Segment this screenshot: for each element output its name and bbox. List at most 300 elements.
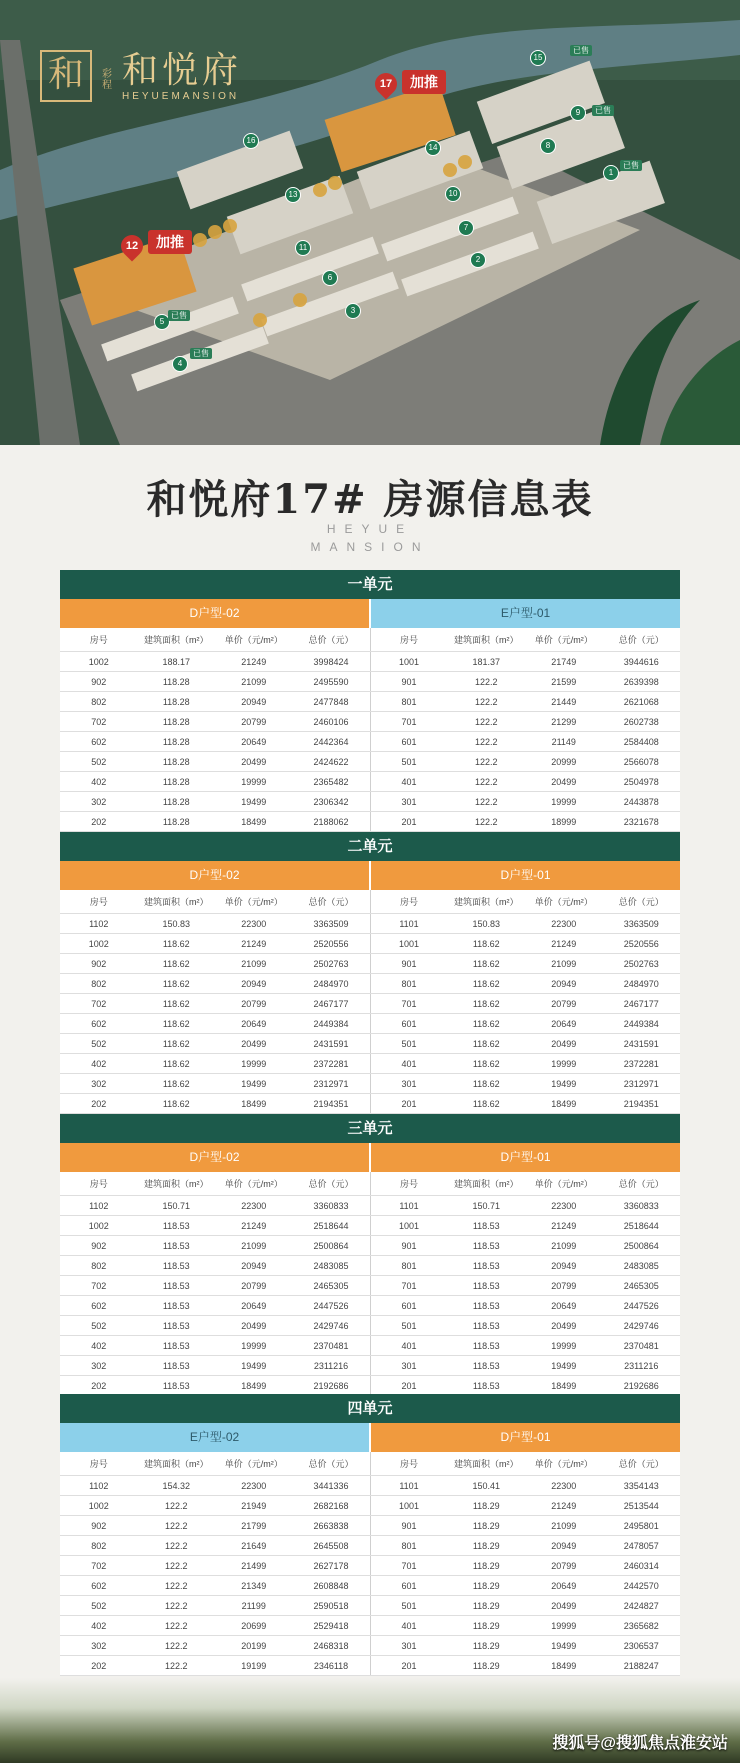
- table-cell: 19499: [215, 1356, 293, 1376]
- table-cell: 2465305: [293, 1276, 371, 1296]
- table-cell: 18499: [215, 1376, 293, 1396]
- table-cell: 602: [60, 1296, 138, 1316]
- table-row: [60, 1216, 680, 1236]
- unit-4-right-type: D户型-01: [369, 1423, 680, 1452]
- table-cell: 21099: [215, 1236, 293, 1256]
- building-pin: 2: [470, 252, 486, 268]
- logo-mark: 和: [40, 50, 92, 102]
- column-header: 建筑面积（m²）: [138, 890, 216, 914]
- column-header: 建筑面积（m²）: [138, 1172, 216, 1196]
- table-cell: 1102: [60, 914, 138, 934]
- table-cell: 21249: [525, 1496, 603, 1516]
- unit-4-types: [60, 1423, 680, 1452]
- table-cell: 20949: [215, 974, 293, 994]
- table-cell: 702: [60, 994, 138, 1014]
- column-header: 房号: [370, 1172, 448, 1196]
- table-cell: 19999: [525, 1336, 603, 1356]
- table-cell: 2431591: [603, 1034, 681, 1054]
- table-cell: 118.62: [448, 1014, 526, 1034]
- table-cell: 19999: [215, 1054, 293, 1074]
- table-cell: 20499: [525, 1316, 603, 1336]
- building-17-pin: [370, 68, 401, 99]
- column-header: 总价（元）: [293, 1452, 371, 1476]
- table-cell: 2460106: [293, 712, 371, 732]
- table-cell: 19499: [215, 1074, 293, 1094]
- table-header-row: [60, 1172, 680, 1196]
- table-cell: 122.2: [448, 672, 526, 692]
- table-cell: 2312971: [293, 1074, 371, 1094]
- table-cell: 801: [370, 1256, 448, 1276]
- table-cell: 19999: [525, 1616, 603, 1636]
- table-cell: 201: [370, 1094, 448, 1114]
- table-cell: 2518644: [603, 1216, 681, 1236]
- table-row: [60, 1074, 680, 1094]
- table-cell: 122.2: [448, 772, 526, 792]
- table-cell: 21249: [525, 1216, 603, 1236]
- table-cell: 118.62: [448, 974, 526, 994]
- table-cell: 20199: [215, 1636, 293, 1656]
- table-cell: 601: [370, 732, 448, 752]
- table-cell: 502: [60, 752, 138, 772]
- unit-2-title: 二单元: [60, 832, 680, 861]
- table-cell: 19499: [525, 1356, 603, 1376]
- table-cell: 201: [370, 1656, 448, 1676]
- table-row: [60, 1316, 680, 1336]
- table-cell: 501: [370, 752, 448, 772]
- table-cell: 202: [60, 812, 138, 832]
- table-cell: 2495801: [603, 1516, 681, 1536]
- table-cell: 21099: [215, 672, 293, 692]
- table-cell: 20949: [525, 974, 603, 994]
- table-cell: 21099: [525, 954, 603, 974]
- table-cell: 701: [370, 712, 448, 732]
- building-pin: 4: [172, 356, 188, 372]
- table-cell: 122.2: [448, 812, 526, 832]
- table-row: [60, 1556, 680, 1576]
- sold-label: 已售: [592, 105, 614, 116]
- sold-label: 已售: [190, 348, 212, 359]
- aerial-view: [0, 0, 740, 445]
- logo-small-text: 彩程: [102, 68, 112, 91]
- table-cell: 118.28: [138, 792, 216, 812]
- table-cell: 21799: [215, 1516, 293, 1536]
- logo-title: 和悦府: [122, 49, 243, 91]
- table-cell: 2194351: [293, 1094, 371, 1114]
- table-cell: 2602738: [603, 712, 681, 732]
- table-cell: 2447526: [293, 1296, 371, 1316]
- table-cell: 118.62: [138, 1074, 216, 1094]
- table-cell: 301: [370, 792, 448, 812]
- table-cell: 20799: [525, 994, 603, 1014]
- table-cell: 3441336: [293, 1476, 371, 1496]
- table-row: [60, 1496, 680, 1516]
- table-cell: 2645508: [293, 1536, 371, 1556]
- table-cell: 21349: [215, 1576, 293, 1596]
- table-cell: 802: [60, 974, 138, 994]
- unit-1-title: 一单元: [60, 570, 680, 599]
- table-cell: 2566078: [603, 752, 681, 772]
- table-cell: 118.29: [448, 1516, 526, 1536]
- building-pin: 16: [243, 133, 259, 149]
- unit-1-left-type: D户型-02: [60, 599, 369, 628]
- logo-subtitle: HEYUEMANSION: [122, 90, 240, 102]
- table-cell: 122.2: [138, 1576, 216, 1596]
- unit-2-table: [60, 832, 680, 1114]
- table-cell: 2682168: [293, 1496, 371, 1516]
- column-header: 单价（元/m²）: [525, 1452, 603, 1476]
- table-row: [60, 1256, 680, 1276]
- table-cell: 2372281: [603, 1054, 681, 1074]
- table-cell: 118.29: [448, 1496, 526, 1516]
- table-cell: 21099: [215, 954, 293, 974]
- table-cell: 602: [60, 1576, 138, 1596]
- table-row: [60, 1336, 680, 1356]
- table-cell: 3998424: [293, 652, 371, 672]
- unit-1-table: [60, 570, 680, 832]
- unit-1-right-type: E户型-01: [369, 599, 680, 628]
- table-cell: 21249: [525, 934, 603, 954]
- table-cell: 3354143: [603, 1476, 681, 1496]
- table-cell: 1002: [60, 1216, 138, 1236]
- table-cell: 1101: [370, 1476, 448, 1496]
- table-cell: 2518644: [293, 1216, 371, 1236]
- table-cell: 21599: [525, 672, 603, 692]
- table-cell: 118.53: [138, 1316, 216, 1336]
- table-cell: 3360833: [293, 1196, 371, 1216]
- table-row: [60, 994, 680, 1014]
- column-header: 房号: [60, 1172, 138, 1196]
- table-row: [60, 792, 680, 812]
- table-cell: 2639398: [603, 672, 681, 692]
- table-cell: 21099: [525, 1516, 603, 1536]
- table-cell: 902: [60, 1236, 138, 1256]
- table-row: [60, 1516, 680, 1536]
- table-cell: 2590518: [293, 1596, 371, 1616]
- table-cell: 122.2: [138, 1516, 216, 1536]
- table-cell: 118.62: [138, 1034, 216, 1054]
- table-cell: 3360833: [603, 1196, 681, 1216]
- table-row: [60, 1236, 680, 1256]
- table-cell: 118.62: [448, 1094, 526, 1114]
- table-cell: 150.83: [138, 914, 216, 934]
- table-cell: 21149: [525, 732, 603, 752]
- column-header: 建筑面积（m²）: [448, 1172, 526, 1196]
- unit-2-grid: [60, 890, 680, 1114]
- table-cell: 1001: [370, 652, 448, 672]
- table-row: [60, 934, 680, 954]
- footer-banner: [0, 1678, 740, 1763]
- table-cell: 122.2: [138, 1596, 216, 1616]
- column-header: 总价（元）: [293, 890, 371, 914]
- table-cell: 901: [370, 954, 448, 974]
- table-cell: 118.53: [138, 1336, 216, 1356]
- table-cell: 22300: [215, 1476, 293, 1496]
- table-cell: 20799: [525, 1556, 603, 1576]
- table-cell: 150.71: [448, 1196, 526, 1216]
- table-cell: 602: [60, 732, 138, 752]
- table-row: [60, 1656, 680, 1676]
- table-cell: 19199: [215, 1656, 293, 1676]
- table-cell: 20949: [525, 1256, 603, 1276]
- table-cell: 702: [60, 712, 138, 732]
- table-cell: 2372281: [293, 1054, 371, 1074]
- column-header: 房号: [370, 1452, 448, 1476]
- table-cell: 802: [60, 1256, 138, 1276]
- table-cell: 21099: [525, 1236, 603, 1256]
- table-cell: 3363509: [293, 914, 371, 934]
- table-cell: 118.29: [448, 1556, 526, 1576]
- table-row: [60, 732, 680, 752]
- table-cell: 19999: [525, 1054, 603, 1074]
- table-cell: 118.28: [138, 752, 216, 772]
- table-cell: 118.28: [138, 732, 216, 752]
- table-cell: 2468318: [293, 1636, 371, 1656]
- table-cell: 2627178: [293, 1556, 371, 1576]
- unit-3-right-type: D户型-01: [369, 1143, 680, 1172]
- project-logo: [40, 50, 242, 102]
- table-cell: 118.29: [448, 1616, 526, 1636]
- unit-3-grid: [60, 1172, 680, 1396]
- table-cell: 118.29: [448, 1596, 526, 1616]
- table-cell: 22300: [525, 914, 603, 934]
- column-header: 总价（元）: [603, 1452, 681, 1476]
- table-cell: 202: [60, 1376, 138, 1396]
- table-cell: 118.53: [138, 1376, 216, 1396]
- building-pin: 6: [322, 270, 338, 286]
- table-cell: 401: [370, 772, 448, 792]
- table-cell: 302: [60, 1074, 138, 1094]
- table-cell: 402: [60, 1054, 138, 1074]
- building-pin: 13: [285, 187, 301, 203]
- table-cell: 122.2: [448, 712, 526, 732]
- table-cell: 20649: [525, 1296, 603, 1316]
- table-cell: 701: [370, 994, 448, 1014]
- table-cell: 901: [370, 1236, 448, 1256]
- table-cell: 2478057: [603, 1536, 681, 1556]
- table-cell: 902: [60, 1516, 138, 1536]
- table-cell: 1001: [370, 934, 448, 954]
- building-pin: 1: [603, 165, 619, 181]
- table-cell: 401: [370, 1336, 448, 1356]
- table-cell: 118.53: [448, 1296, 526, 1316]
- table-cell: 118.53: [448, 1316, 526, 1336]
- column-header: 建筑面积（m²）: [448, 1452, 526, 1476]
- table-cell: 402: [60, 772, 138, 792]
- table-cell: 20999: [525, 752, 603, 772]
- table-cell: 21249: [215, 1216, 293, 1236]
- column-header: 房号: [60, 1452, 138, 1476]
- table-cell: 902: [60, 954, 138, 974]
- column-header: 单价（元/m²）: [215, 1452, 293, 1476]
- table-cell: 118.53: [138, 1296, 216, 1316]
- table-cell: 2477848: [293, 692, 371, 712]
- building-12-number: 12: [125, 240, 139, 252]
- table-cell: 2449384: [293, 1014, 371, 1034]
- table-header-row: [60, 1452, 680, 1476]
- building-pin: 15: [530, 50, 546, 66]
- table-cell: 2370481: [603, 1336, 681, 1356]
- table-cell: 20499: [525, 1596, 603, 1616]
- table-cell: 2513544: [603, 1496, 681, 1516]
- column-header: 建筑面积（m²）: [138, 628, 216, 652]
- table-cell: 20499: [525, 1034, 603, 1054]
- table-cell: 301: [370, 1636, 448, 1656]
- building-12-pin: [116, 230, 147, 261]
- table-cell: 401: [370, 1616, 448, 1636]
- table-cell: 302: [60, 792, 138, 812]
- table-cell: 302: [60, 1356, 138, 1376]
- column-header: 建筑面积（m²）: [138, 1452, 216, 1476]
- table-cell: 2495590: [293, 672, 371, 692]
- table-cell: 20699: [215, 1616, 293, 1636]
- table-cell: 118.29: [448, 1656, 526, 1676]
- table-cell: 2502763: [603, 954, 681, 974]
- column-header: 单价（元/m²）: [215, 890, 293, 914]
- table-cell: 2500864: [603, 1236, 681, 1256]
- table-cell: 150.41: [448, 1476, 526, 1496]
- column-header: 建筑面积（m²）: [448, 628, 526, 652]
- table-cell: 118.29: [448, 1576, 526, 1596]
- table-cell: 118.62: [448, 934, 526, 954]
- table-row: [60, 1296, 680, 1316]
- table-cell: 2365682: [603, 1616, 681, 1636]
- table-cell: 2465305: [603, 1276, 681, 1296]
- table-cell: 3363509: [603, 914, 681, 934]
- table-cell: 202: [60, 1656, 138, 1676]
- column-header: 单价（元/m²）: [215, 1172, 293, 1196]
- table-cell: 2520556: [293, 934, 371, 954]
- subtitle-line-2: MANSION: [310, 540, 430, 554]
- table-cell: 181.37: [448, 652, 526, 672]
- column-header: 总价（元）: [603, 1172, 681, 1196]
- table-cell: 118.53: [448, 1276, 526, 1296]
- table-row: [60, 1536, 680, 1556]
- table-cell: 2483085: [603, 1256, 681, 1276]
- table-cell: 118.53: [138, 1276, 216, 1296]
- table-cell: 2460314: [603, 1556, 681, 1576]
- table-cell: 118.29: [448, 1636, 526, 1656]
- page-subtitle: [0, 520, 740, 556]
- table-cell: 2424622: [293, 752, 371, 772]
- table-cell: 701: [370, 1276, 448, 1296]
- table-cell: 150.71: [138, 1196, 216, 1216]
- table-row: [60, 954, 680, 974]
- table-cell: 202: [60, 1094, 138, 1114]
- table-cell: 502: [60, 1316, 138, 1336]
- table-cell: 1002: [60, 1496, 138, 1516]
- table-cell: 2449384: [603, 1014, 681, 1034]
- table-cell: 502: [60, 1034, 138, 1054]
- table-cell: 901: [370, 672, 448, 692]
- table-cell: 20499: [215, 1034, 293, 1054]
- table-cell: 2484970: [293, 974, 371, 994]
- table-cell: 2621068: [603, 692, 681, 712]
- table-row: [60, 1616, 680, 1636]
- table-cell: 21249: [215, 934, 293, 954]
- sold-label: 已售: [620, 160, 642, 171]
- table-row: [60, 672, 680, 692]
- table-cell: 118.53: [448, 1356, 526, 1376]
- unit-1-types: [60, 599, 680, 628]
- table-cell: 21949: [215, 1496, 293, 1516]
- table-cell: 601: [370, 1296, 448, 1316]
- table-cell: 21249: [215, 652, 293, 672]
- table-cell: 2584408: [603, 732, 681, 752]
- table-cell: 122.2: [448, 792, 526, 812]
- column-header: 建筑面积（m²）: [448, 890, 526, 914]
- column-header: 单价（元/m²）: [525, 1172, 603, 1196]
- table-cell: 20649: [525, 1014, 603, 1034]
- table-cell: 301: [370, 1356, 448, 1376]
- table-cell: 118.62: [138, 934, 216, 954]
- table-cell: 2311216: [603, 1356, 681, 1376]
- table-cell: 22300: [525, 1476, 603, 1496]
- table-cell: 19999: [215, 772, 293, 792]
- table-cell: 201: [370, 1376, 448, 1396]
- building-17-tag: 加推: [402, 70, 446, 94]
- table-cell: 2192686: [603, 1376, 681, 1396]
- table-cell: 2504978: [603, 772, 681, 792]
- table-row: [60, 1276, 680, 1296]
- table-cell: 118.53: [448, 1236, 526, 1256]
- table-cell: 122.2: [448, 752, 526, 772]
- column-header: 单价（元/m²）: [215, 628, 293, 652]
- table-cell: 188.17: [138, 652, 216, 672]
- table-cell: 902: [60, 672, 138, 692]
- table-row: [60, 1576, 680, 1596]
- table-cell: 20949: [525, 1536, 603, 1556]
- column-header: 房号: [370, 890, 448, 914]
- table-cell: 2424827: [603, 1596, 681, 1616]
- table-cell: 19499: [525, 1074, 603, 1094]
- table-cell: 118.28: [138, 672, 216, 692]
- building-pin: 10: [445, 186, 461, 202]
- table-cell: 2346118: [293, 1656, 371, 1676]
- table-cell: 122.2: [138, 1556, 216, 1576]
- table-cell: 20949: [215, 1256, 293, 1276]
- unit-2-right-type: D户型-01: [369, 861, 680, 890]
- column-header: 总价（元）: [603, 890, 681, 914]
- table-row: [60, 1014, 680, 1034]
- table-cell: 801: [370, 974, 448, 994]
- table-cell: 21749: [525, 652, 603, 672]
- building-pin: 7: [458, 220, 474, 236]
- table-cell: 502: [60, 1596, 138, 1616]
- table-cell: 2306342: [293, 792, 371, 812]
- table-cell: 122.2: [448, 732, 526, 752]
- table-cell: 401: [370, 1054, 448, 1074]
- table-cell: 154.32: [138, 1476, 216, 1496]
- table-cell: 302: [60, 1636, 138, 1656]
- table-cell: 901: [370, 1516, 448, 1536]
- sold-label: 已售: [570, 45, 592, 56]
- table-cell: 2429746: [603, 1316, 681, 1336]
- table-row: [60, 1196, 680, 1216]
- table-row: [60, 1476, 680, 1496]
- table-cell: 118.53: [138, 1256, 216, 1276]
- table-header-row: [60, 890, 680, 914]
- table-cell: 21199: [215, 1596, 293, 1616]
- building-17-number: 17: [379, 78, 393, 90]
- column-header: 房号: [60, 628, 138, 652]
- table-cell: 2467177: [293, 994, 371, 1014]
- table-cell: 2312971: [603, 1074, 681, 1094]
- column-header: 总价（元）: [293, 628, 371, 652]
- unit-1-grid: [60, 628, 680, 832]
- table-row: [60, 1376, 680, 1396]
- building-pin: 11: [295, 240, 311, 256]
- table-cell: 118.62: [448, 954, 526, 974]
